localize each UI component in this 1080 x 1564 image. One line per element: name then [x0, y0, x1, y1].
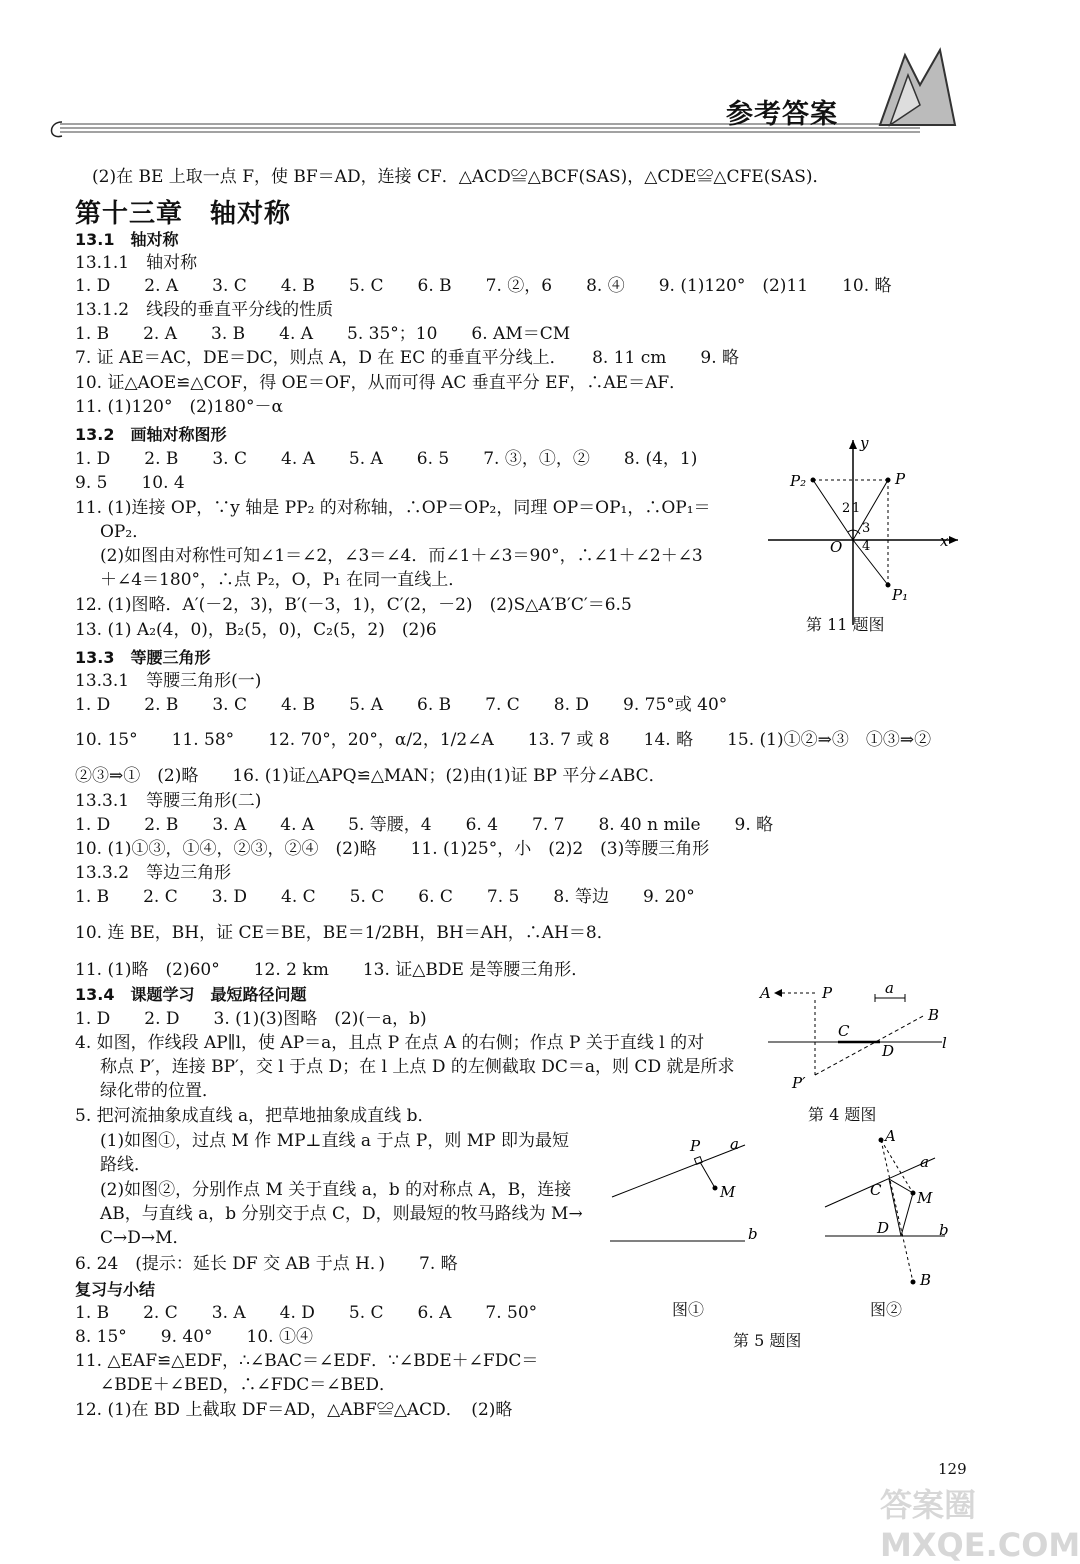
header-logo-icon — [860, 45, 970, 135]
answer-line: 9. 5 10. 4 — [75, 473, 185, 493]
answer-line: 称点 P′，连接 BP′，交 l 于点 D；在 l 上点 D 的左侧截取 DC＝a，则 CD 就是所求 — [100, 1057, 735, 1077]
answer-line: (1)如图①，过点 M 作 MP⊥直线 a 于点 P，则 MP 即为最短 — [100, 1131, 569, 1151]
answer-line: 13.1 轴对称 — [75, 230, 179, 249]
answer-line: 路线． — [100, 1155, 151, 1175]
figure-5-2 — [825, 1125, 955, 1295]
page-number: 129 — [938, 1460, 967, 1478]
fig11-angle-1: 1 — [852, 501, 861, 516]
fig4-caption: 第 4 题图 — [808, 1105, 877, 1124]
answer-line: 5. 把河流抽象成直线 a，把草地抽象成直线 b． — [75, 1106, 435, 1126]
answer-line: 1. D 2. A 3. C 4. B 5. C 6. B 7. ②，6 8. ④ 9. (1)120° (2)11 10. 略 — [75, 276, 892, 296]
answer-line: 7. 证 AE＝AC，DE＝DC，则点 A，D 在 EC 的垂直平分线上． 8. 11 cm 9. 略 — [75, 348, 740, 368]
answer-line: 复习与小结 — [75, 1280, 156, 1299]
answer-line: 13.1.1 轴对称 — [75, 253, 198, 273]
answer-line: 6. 24 (提示：延长 DF 交 AB 于点 H．) 7. 略 — [75, 1254, 458, 1274]
fig5a-M-label: M — [720, 1183, 736, 1201]
answer-line: C→D→M． — [100, 1228, 190, 1248]
fig5a-b-label: b — [748, 1225, 758, 1243]
fig4-A-label: A — [760, 984, 771, 1002]
fig4-C-label: C — [838, 1022, 850, 1040]
fig11-angle-2: 2 — [842, 501, 851, 516]
answer-line: 1. D 2. B 3. A 4. A 5. 等腰，4 6. 4 7. 7 8. 40 n mile 9. 略 — [75, 815, 774, 835]
answer-line: 1. B 2. C 3. D 4. C 5. C 6. C 7. 5 8. 等边 9. 20° — [75, 887, 695, 907]
fig11-p1-label: P₁ — [892, 586, 909, 604]
answer-line: 10. 15° 11. 58° 12. 70°，20°，α/2，1/2∠A 13. 7 或 8 14. 略 15. (1)①②⇒③ ①③⇒② — [75, 730, 932, 750]
fig11-p2-label: P₂ — [790, 472, 807, 490]
fig4-a-label: a — [885, 979, 894, 997]
answer-line: 13.3.2 等边三角形 — [75, 863, 232, 883]
fig5b-A-label: A — [885, 1127, 896, 1145]
answer-line: 1. D 2. D 3. (1)(3)图略 (2)(－a，b) — [75, 1009, 427, 1029]
fig4-l-label: l — [942, 1034, 947, 1052]
answer-line: 11. (1)120° (2)180°－α — [75, 397, 283, 417]
fig11-y-label: y — [860, 434, 869, 452]
fig5a-a-label: a — [730, 1135, 739, 1153]
answer-line: 12. (1)在 BD 上截取 DF＝AD，△ABF≌△ACD． (2)略 — [75, 1400, 513, 1420]
fig4-D-label: D — [882, 1042, 895, 1060]
fig5b-B-label: B — [920, 1271, 932, 1289]
answer-line: 1. D 2. B 3. C 4. A 5. A 6. 5 7. ③，①，② 8. (4，1) — [75, 449, 698, 469]
answer-line: ∠BDE＋∠BED，∴∠FDC＝∠BED． — [100, 1375, 397, 1395]
answer-line: AB，与直线 a，b 分别交于点 C，D，则最短的牧马路线为 M→ — [100, 1204, 583, 1224]
answer-line: 13.3.1 等腰三角形(一) — [75, 671, 262, 691]
fig5a-caption: 图① — [672, 1300, 705, 1319]
watermark: 答案圈 MXQE.COM — [880, 1486, 1080, 1564]
answer-line: 13.3 等腰三角形 — [75, 648, 211, 667]
fig5b-a-label: a — [920, 1153, 929, 1171]
answer-line: 12. (1)图略．A′(－2，3)，B′(－3，1)，C′(2，－2) (2)S△A′B′C′＝6.5 — [75, 595, 632, 615]
answer-line: 1. B 2. A 3. B 4. A 5. 35°；10 6. AM＝CM — [75, 324, 571, 344]
answer-line: OP₂． — [100, 522, 150, 542]
answer-line: (2)在 BE 上取一点 F，使 BF＝AD，连接 CF．△ACD≌△BCF(SAS)，△CDE≌△CFE(SAS)． — [92, 167, 830, 187]
fig4-Pprime-label: P′ — [792, 1074, 806, 1092]
fig5-caption: 第 5 题图 — [733, 1331, 802, 1350]
fig4-B-label: B — [928, 1006, 940, 1024]
answer-line: (2)如图由对称性可知∠1＝∠2，∠3＝∠4．而∠1＋∠3＝90°，∴∠1＋∠2＋∠3 — [100, 546, 703, 566]
fig5b-D-label: D — [877, 1219, 890, 1237]
answer-line: 1. D 2. B 3. C 4. B 5. A 6. B 7. C 8. D 9. 75°或 40° — [75, 695, 728, 715]
figure-5-1 — [610, 1135, 770, 1255]
fig11-angle-4: 4 — [862, 539, 871, 554]
header-title: 参考答案 — [726, 99, 838, 130]
answer-line: 8. 15° 9. 40° 10. ①④ — [75, 1327, 313, 1347]
fig11-x-label: x — [940, 532, 949, 550]
answer-line: ②③⇒① (2)略 16. (1)证△APQ≌△MAN；(2)由(1)证 BP 平分∠ABC． — [75, 766, 666, 786]
fig5a-P-label: P — [690, 1137, 701, 1155]
fig11-p-label: P — [895, 470, 906, 488]
answer-line: 4. 如图，作线段 AP∥l，使 AP＝a，且点 P 在点 A 的右侧；作点 P 关于直线 l 的对 — [75, 1033, 705, 1053]
fig11-o-label: O — [830, 538, 843, 556]
answer-line: 13.4 课题学习 最短路径问题 — [75, 985, 307, 1004]
fig4-P-label: P — [822, 984, 833, 1002]
answer-line: 11. (1)连接 OP，∵y 轴是 PP₂ 的对称轴，∴OP＝OP₂，同理 OP＝OP₁，∴OP₁＝ — [75, 498, 711, 518]
answer-line: 13. (1) A₂(4，0)，B₂(5，0)，C₂(5，2) (2)6 — [75, 620, 437, 640]
figure-11 — [768, 434, 968, 640]
figure-4 — [760, 980, 950, 1100]
answer-line: 11. (1)略 (2)60° 12. 2 km 13. 证△BDE 是等腰三角形． — [75, 960, 589, 980]
answer-line: 1. B 2. C 3. A 4. D 5. C 6. A 7. 50° — [75, 1303, 538, 1323]
answer-line: 绿化带的位置． — [100, 1081, 219, 1101]
fig11-angle-3: 3 — [862, 521, 871, 536]
answer-line: 11. △EAF≌△EDF，∴∠BAC＝∠EDF．∵∠BDE＋∠FDC＝ — [75, 1351, 539, 1371]
answer-line: 10. 连 BE，BH，证 CE＝BE，BE＝1/2BH，BH＝AH，∴AH＝8． — [75, 923, 614, 943]
answer-line: 13.1.2 线段的垂直平分线的性质 — [75, 300, 334, 320]
fig11-caption: 第 11 题图 — [806, 615, 885, 634]
answer-line: 10. (1)①③，①④，②③，②④ (2)略 11. (1)25°，小 (2)2 (3)等腰三角形 — [75, 839, 710, 859]
chapter-title: 第十三章 轴对称 — [75, 199, 292, 229]
fig5b-b-label: b — [939, 1221, 949, 1239]
fig5b-caption: 图② — [870, 1300, 903, 1319]
answer-line: 13.2 画轴对称图形 — [75, 425, 227, 444]
answer-line: ＋∠4＝180°，∴点 P₂，O，P₁ 在同一直线上． — [100, 570, 466, 590]
answer-line: 13.3.1 等腰三角形(二) — [75, 791, 262, 811]
answer-line: 10. 证△AOE≌△COF，得 OE＝OF，从而可得 AC 垂直平分 EF，∴AE＝AF． — [75, 373, 687, 393]
answer-line: (2)如图②，分别作点 M 关于直线 a，b 的对称点 A，B，连接 — [100, 1180, 572, 1200]
fig5b-M-label: M — [917, 1189, 933, 1207]
fig5b-C-label: C — [870, 1181, 882, 1199]
